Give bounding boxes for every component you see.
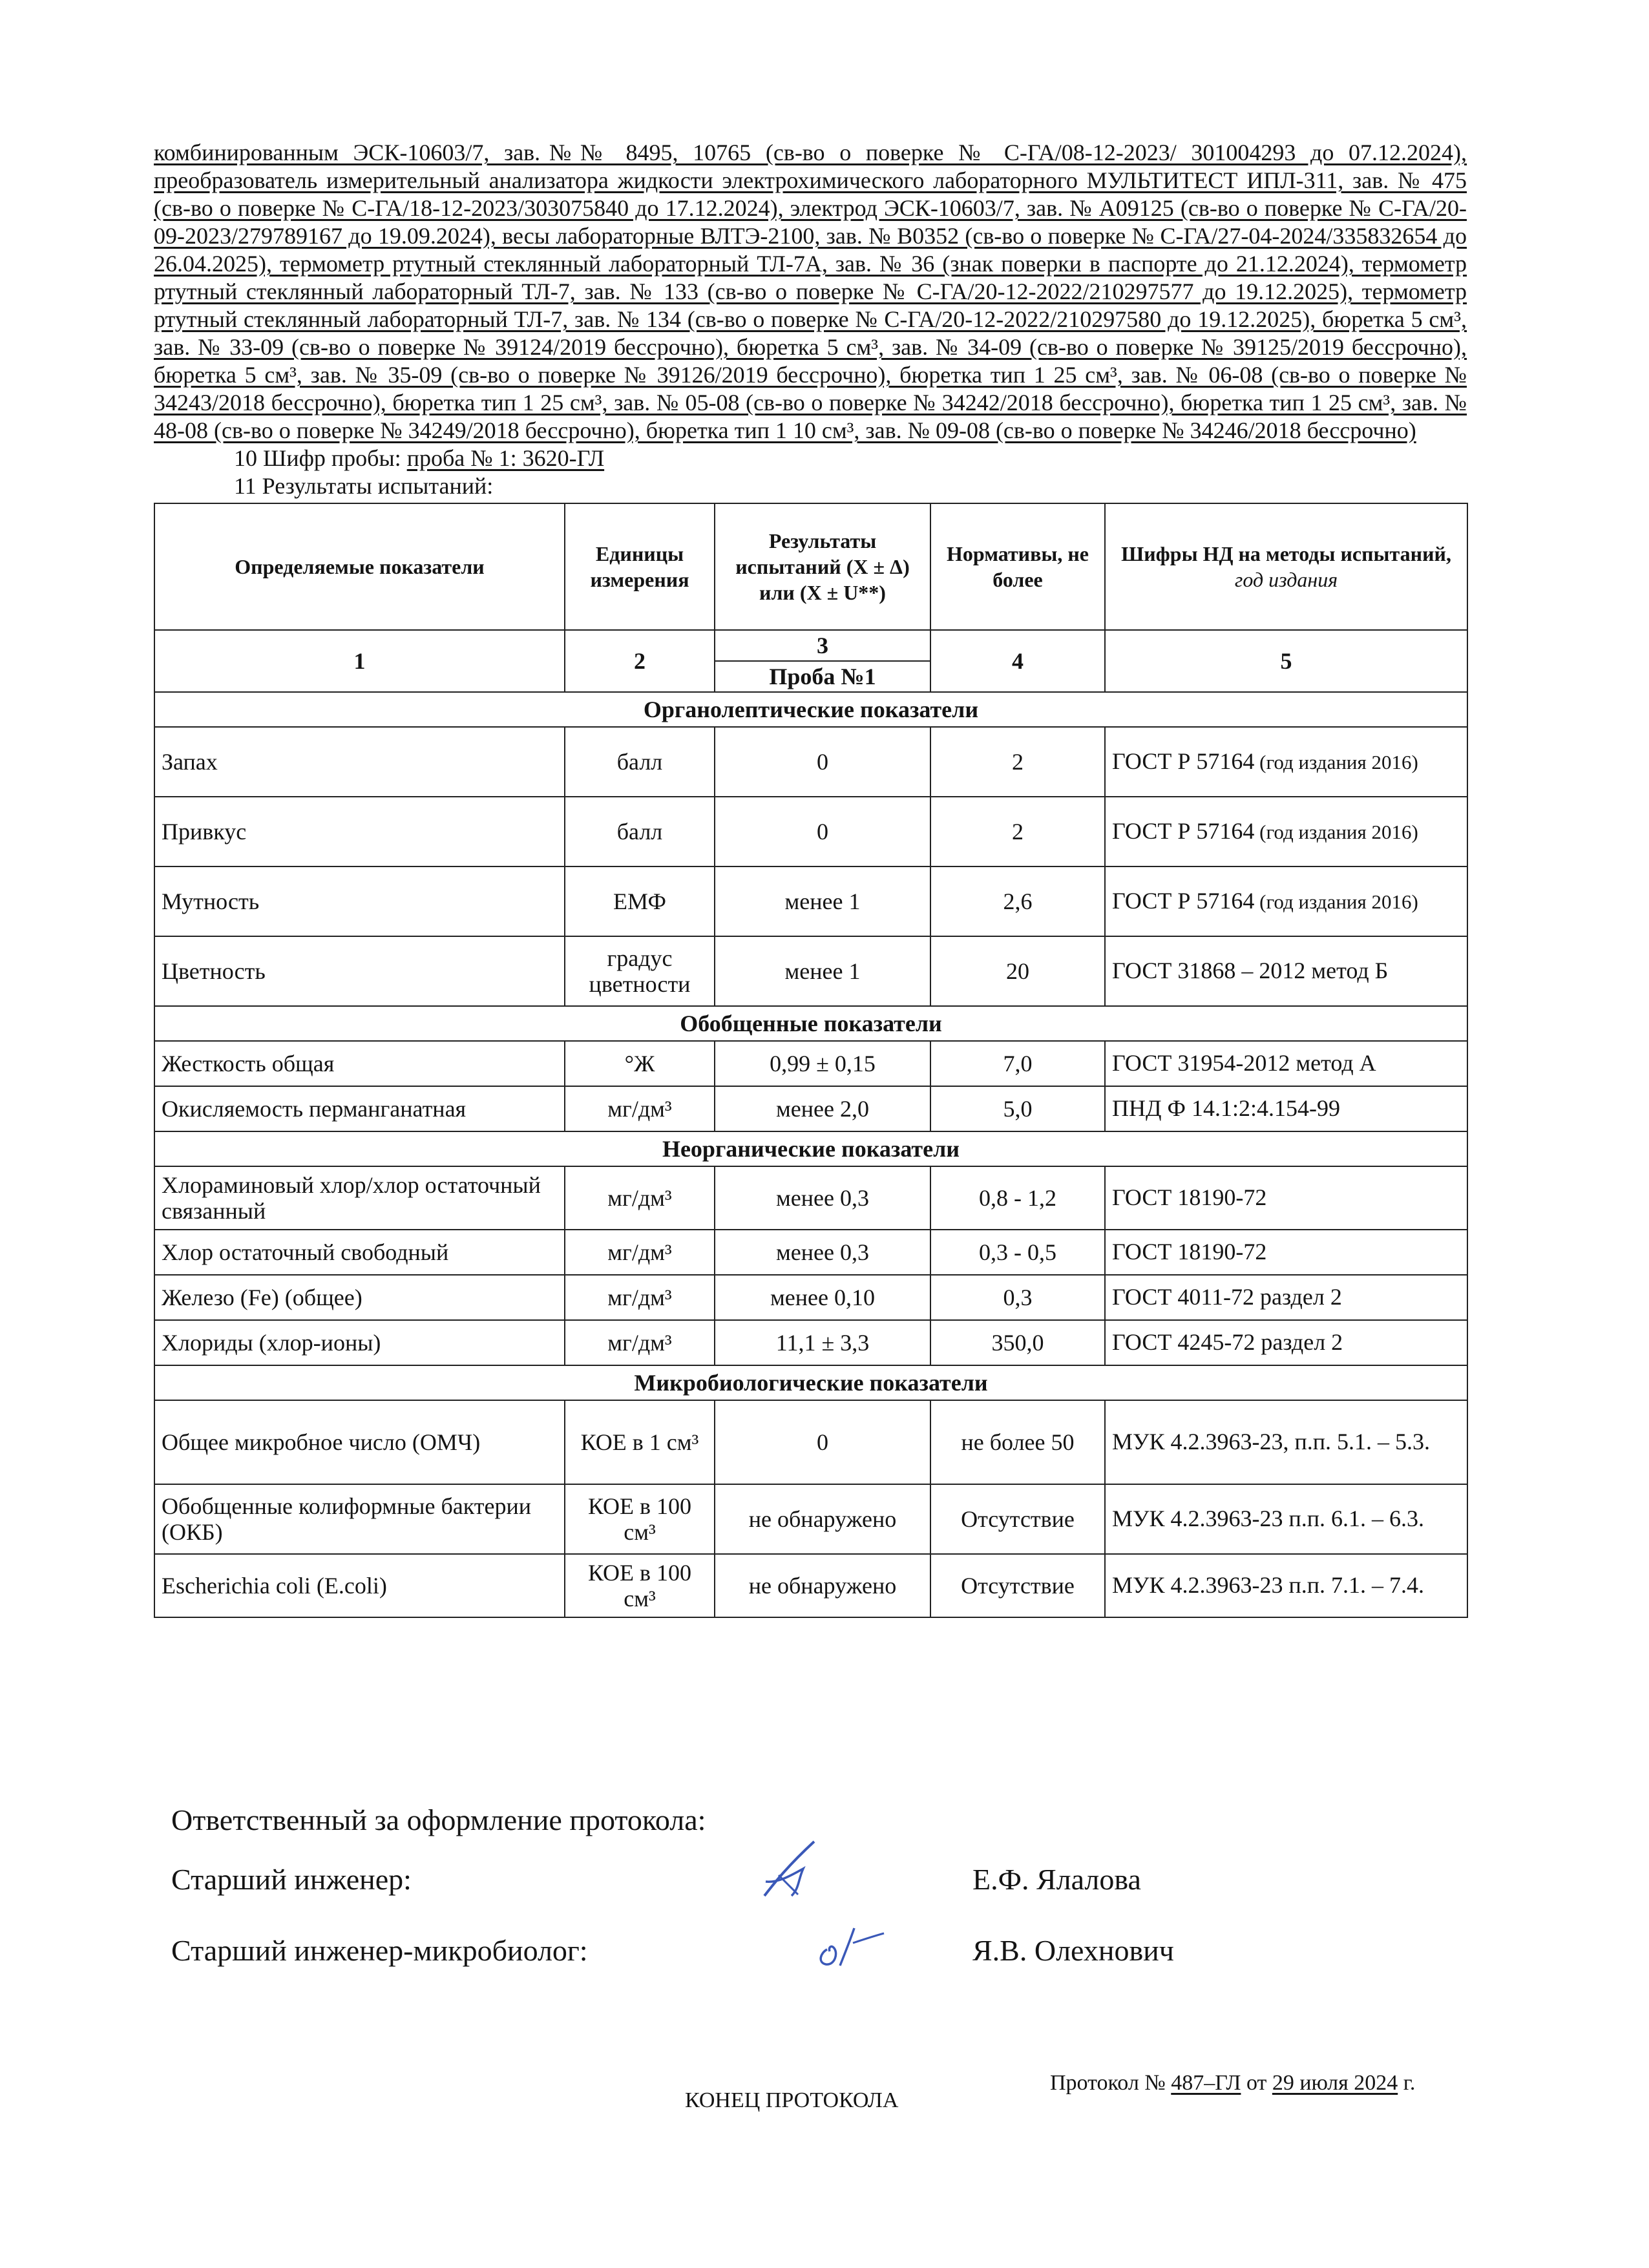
table-header-row (154, 503, 1467, 630)
section-row (154, 1131, 1467, 1166)
table-row (154, 1230, 1467, 1275)
table-body (154, 692, 1467, 1617)
method-cell (1105, 727, 1467, 797)
protocol-suffix: г. (1398, 2071, 1416, 2095)
method-text: ГОСТ 18190-72 (1112, 1184, 1267, 1210)
norm-cell: 2 (930, 727, 1105, 797)
signer-name: Я.В. Олехнович (972, 1934, 1174, 1967)
norm-cell: 0,3 (930, 1275, 1105, 1320)
result-cell: менее 1 (715, 936, 930, 1006)
method-cell (1105, 797, 1467, 866)
table-row (154, 1554, 1467, 1617)
signature-row (171, 1933, 1476, 1980)
protocol-mid: от (1241, 2071, 1272, 2095)
indicator-name: Хлориды (хлор-ионы) (154, 1320, 565, 1365)
sample-code-label: 10 Шифр пробы: (234, 445, 407, 471)
method-year-note: (год издания 2016) (1254, 751, 1418, 773)
method-cell (1105, 1041, 1467, 1086)
result-cell: менее 0,10 (715, 1275, 930, 1320)
method-text: ГОСТ Р 57164 (1112, 888, 1255, 914)
method-text: МУК 4.2.3963-23 п.п. 6.1. – 6.3. (1112, 1506, 1425, 1531)
indicator-name: Хлор остаточный свободный (154, 1230, 565, 1275)
header-methods-main: Шифры НД на методы испытаний, (1121, 542, 1451, 565)
result-cell: менее 1 (715, 866, 930, 936)
norm-cell: 2,6 (930, 866, 1105, 936)
indicator-name: Общее микробное число (ОМЧ) (154, 1400, 565, 1484)
section-row (154, 1365, 1467, 1400)
method-year-note: (год издания 2016) (1254, 890, 1418, 913)
indicator-name: Хлораминовый хлор/хлор остаточный связанный (154, 1166, 565, 1230)
table-row (154, 1275, 1467, 1320)
signature-row (171, 1862, 1476, 1909)
unit-cell: °Ж (565, 1041, 715, 1086)
header-norms: Нормативы, не более (930, 503, 1105, 630)
table-row (154, 936, 1467, 1006)
method-cell (1105, 1554, 1467, 1617)
norm-cell: Отсутствие (930, 1484, 1105, 1554)
signature-mark-1 (753, 1836, 830, 1907)
method-cell (1105, 1230, 1467, 1275)
results-heading: 11 Результаты испытаний: (234, 473, 494, 499)
unit-cell: КОЕ в 100 см³ (565, 1554, 715, 1617)
table-row (154, 727, 1467, 797)
method-text: МУК 4.2.3963-23 п.п. 7.1. – 7.4. (1112, 1572, 1425, 1598)
section-title: Органолептические показатели (154, 692, 1467, 727)
signature-block (171, 1803, 1476, 1980)
column-number-row (154, 630, 1467, 661)
unit-cell: мг/дм³ (565, 1230, 715, 1275)
table-row (154, 1320, 1467, 1365)
unit-cell: ЕМФ (565, 866, 715, 936)
method-cell (1105, 1275, 1467, 1320)
table-row (154, 797, 1467, 866)
method-cell (1105, 936, 1467, 1006)
method-text: ГОСТ 31954-2012 метод А (1112, 1050, 1376, 1076)
signer-role: Старший инженер: (171, 1863, 412, 1896)
protocol-reference (1050, 2071, 1415, 2095)
header-indicators: Определяемые показатели (154, 503, 565, 630)
result-cell: 0,99 ± 0,15 (715, 1041, 930, 1086)
col-number-1: 1 (154, 630, 565, 692)
method-text: ГОСТ Р 57164 (1112, 748, 1255, 774)
col-number-5: 5 (1105, 630, 1467, 692)
result-cell: менее 2,0 (715, 1086, 930, 1131)
method-text: МУК 4.2.3963-23, п.п. 5.1. – 5.3. (1112, 1429, 1431, 1454)
norm-cell: 2 (930, 797, 1105, 866)
indicator-name: Окисляемость перманганатная (154, 1086, 565, 1131)
indicator-name: Запах (154, 727, 565, 797)
result-cell: 11,1 ± 3,3 (715, 1320, 930, 1365)
method-year-note: (год издания 2016) (1254, 821, 1418, 843)
protocol-prefix: Протокол № (1050, 2071, 1171, 2095)
norm-cell: 7,0 (930, 1041, 1105, 1086)
norm-cell: 0,8 - 1,2 (930, 1166, 1105, 1230)
method-cell (1105, 1484, 1467, 1554)
result-cell: 0 (715, 727, 930, 797)
result-cell: не обнаружено (715, 1484, 930, 1554)
protocol-number: 487–ГЛ (1171, 2071, 1241, 2095)
section-row (154, 1006, 1467, 1041)
indicator-name: Жесткость общая (154, 1041, 565, 1086)
indicator-name: Мутность (154, 866, 565, 936)
method-text: ПНД Ф 14.1:2:4.154-99 (1112, 1095, 1340, 1121)
norm-cell: 20 (930, 936, 1105, 1006)
indicator-name: Обобщенные колиформные бактерии (ОКБ) (154, 1484, 565, 1554)
section-title: Обобщенные показатели (154, 1006, 1467, 1041)
section-row (154, 692, 1467, 727)
table-row (154, 1166, 1467, 1230)
indicator-name: Железо (Fe) (общее) (154, 1275, 565, 1320)
norm-cell: 0,3 - 0,5 (930, 1230, 1105, 1275)
header-units: Единицы измерения (565, 503, 715, 630)
indicator-name: Цветность (154, 936, 565, 1006)
result-cell: менее 0,3 (715, 1230, 930, 1275)
results-table (154, 503, 1468, 1618)
col-number-2: 2 (565, 630, 715, 692)
indicator-name: Escherichia coli (E.coli) (154, 1554, 565, 1617)
header-methods-italic: год издания (1234, 568, 1338, 591)
method-text: ГОСТ 18190-72 (1112, 1239, 1267, 1265)
header-results: Результаты испытаний (Х ± Δ) или (Х ± U**) (715, 503, 930, 630)
table-row (154, 1400, 1467, 1484)
norm-cell: 5,0 (930, 1086, 1105, 1131)
result-cell: не обнаружено (715, 1554, 930, 1617)
signer-role: Старший инженер-микробиолог: (171, 1934, 588, 1967)
signature-mark-2 (808, 1914, 892, 1972)
unit-cell: КОЕ в 1 см³ (565, 1400, 715, 1484)
table-row (154, 1041, 1467, 1086)
unit-cell: балл (565, 727, 715, 797)
header-methods (1105, 503, 1467, 630)
method-cell (1105, 1320, 1467, 1365)
method-cell (1105, 1166, 1467, 1230)
result-cell: 0 (715, 1400, 930, 1484)
table-row (154, 1484, 1467, 1554)
unit-cell: мг/дм³ (565, 1166, 715, 1230)
result-cell: менее 0,3 (715, 1166, 930, 1230)
unit-cell: балл (565, 797, 715, 866)
unit-cell: мг/дм³ (565, 1275, 715, 1320)
result-cell: 0 (715, 797, 930, 866)
col-number-3: 3 (715, 630, 930, 661)
method-text: ГОСТ Р 57164 (1112, 818, 1255, 844)
unit-cell: КОЕ в 100 см³ (565, 1484, 715, 1554)
table-row (154, 866, 1467, 936)
method-cell (1105, 1400, 1467, 1484)
end-of-protocol: КОНЕЦ ПРОТОКОЛА (685, 2088, 899, 2112)
method-text: ГОСТ 31868 – 2012 метод Б (1112, 958, 1389, 983)
sample-code-value: проба № 1: 3620-ГЛ (406, 445, 605, 471)
method-text: ГОСТ 4245-72 раздел 2 (1112, 1329, 1343, 1355)
unit-cell: мг/дм³ (565, 1086, 715, 1131)
norm-cell: 350,0 (930, 1320, 1105, 1365)
section-title: Неорганические показатели (154, 1131, 1467, 1166)
protocol-date: 29 июля 2024 (1272, 2071, 1398, 2095)
document-page (154, 139, 1467, 1618)
indicator-name: Привкус (154, 797, 565, 866)
sample-code-line (154, 445, 1467, 472)
sample-label: Проба №1 (715, 661, 930, 692)
norm-cell: не более 50 (930, 1400, 1105, 1484)
unit-cell: градус цветности (565, 936, 715, 1006)
equipment-list-text: комбинированным ЭСК-10603/7, зав.№№ 8495, 10765 (св-во о поверке № С-ГА/08-12-2023/ 301004293 до 07.12.2024), преобразователь измерительный анализатора жидкости электрохимического лабораторного МУЛЬТИТЕСТ ИПЛ-311, зав. № 475 (св-во о поверке № С-ГА/18-12-2023/303075840 до 17.12.2024), электрод ЭСК-10603/7, зав. № А09125 (св-во о поверке № С-ГА/20-09-2023/279789167 до 19.09.2024), весы лабораторные ВЛТЭ-2100, зав. № В0352 (св-во о поверке № С-ГА/27-04-2024/335832654 до 26.04.2025), термометр ртутный стеклянный лабораторный ТЛ-7А, зав. № 36 (знак поверки в паспорте до 21.12.2024), термометр ртутный стеклянный лабораторный ТЛ-7, зав. № 133 (св-во о поверке № С-ГА/20-12-2022/210297577 до 19.12.2025), термометр ртутный стеклянный лабораторный ТЛ-7, зав. № 134 (св-во о поверке № С-ГА/20-12-2022/210297580 до 19.12.2025), бюретка 5 см³, зав. № 33-09 (св-во о поверке № 39124/2019 бессрочно), бюретка 5 см³, зав. № 34-09 (св-во о поверке № 39125/2019 бессрочно), бюретка 5 см³, зав. № 35-09 (св-во о поверке № 39126/2019 бессрочно), бюретка тип 1 25 см³, зав. № 06-08 (св-во о поверке № 34243/2018 бессрочно), бюретка тип 1 25 см³, зав. № 05-08 (св-во о поверке № 34242/2018 бессрочно), бюретка тип 1 25 см³, зав. № 48-08 (св-во о поверке № 34249/2018 бессрочно), бюретка тип 1 10 см³, зав. № 09-08 (св-во о поверке № 34246/2018 бессрочно) (154, 140, 1467, 443)
method-text: ГОСТ 4011-72 раздел 2 (1112, 1284, 1342, 1310)
unit-cell: мг/дм³ (565, 1320, 715, 1365)
col-number-4: 4 (930, 630, 1105, 692)
table-row (154, 1086, 1467, 1131)
method-cell (1105, 1086, 1467, 1131)
norm-cell: Отсутствие (930, 1554, 1105, 1617)
signer-name: Е.Ф. Ялалова (972, 1863, 1141, 1896)
section-title: Микробиологические показатели (154, 1365, 1467, 1400)
method-cell (1105, 866, 1467, 936)
signature-heading: Ответственный за оформление протокола: (171, 1803, 706, 1836)
